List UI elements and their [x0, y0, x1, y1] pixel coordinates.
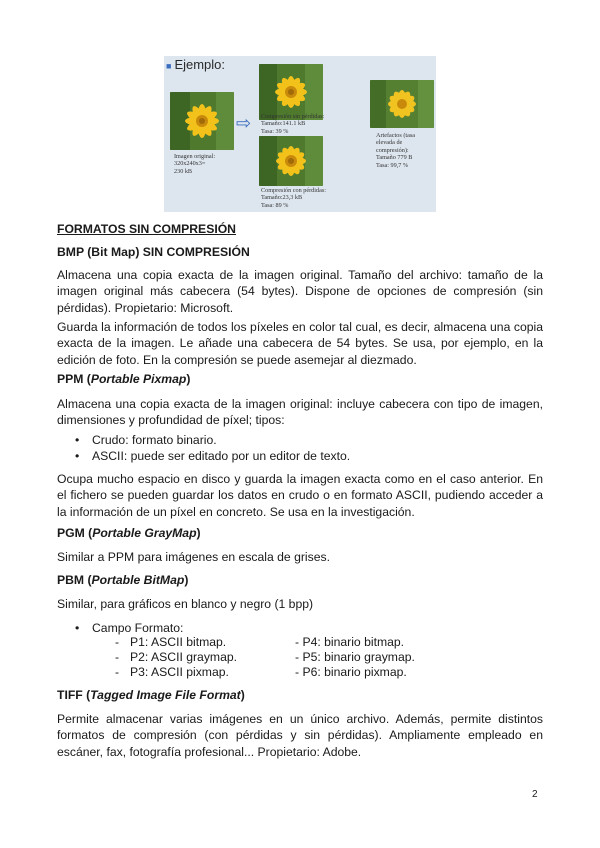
- artifacts-caption: [376, 132, 415, 169]
- pbm-formats-table: [57, 635, 543, 680]
- caption-line: Tasa: 99,7 %: [376, 161, 409, 169]
- caption-line: Tamaño:23,3 kB: [261, 194, 303, 202]
- format-left: P2: ASCII graymap.: [130, 650, 238, 664]
- lossy-caption: [261, 187, 326, 209]
- list-item: [57, 448, 543, 464]
- dash-marker: -: [115, 635, 120, 649]
- page-number: 2: [532, 789, 538, 800]
- ppm-heading-name: Portable Pixmap: [90, 372, 187, 386]
- tiff-heading-code: TIFF (: [57, 688, 91, 702]
- original-flower-image: [170, 92, 234, 150]
- bullet-icon: ■: [166, 60, 172, 71]
- figure-title-text: Ejemplo:: [174, 57, 226, 72]
- caption-line: 320x240x3=: [174, 160, 206, 168]
- pgm-heading-close: ): [196, 526, 201, 540]
- list-item: [57, 620, 543, 636]
- bmp-heading: BMP (Bit Map) SIN COMPRESIÓN: [57, 245, 250, 259]
- ppm-heading-close: ): [186, 372, 191, 386]
- list-item-text: Crudo: formato binario.: [92, 433, 217, 447]
- caption-line: Compresión sin pérdidas:: [261, 113, 325, 120]
- table-row: [57, 650, 543, 665]
- caption-line: Tasa: 89 %: [261, 201, 289, 209]
- caption-line: Imagen original:: [174, 153, 216, 160]
- format-left: P1: ASCII bitmap.: [130, 635, 227, 649]
- lossless-flower-image: [259, 64, 323, 120]
- pgm-paragraph: Similar a PPM para imágenes en escala de grises.: [57, 550, 330, 564]
- ppm-heading: [57, 371, 543, 387]
- section-title: FORMATOS SIN COMPRESIÓN: [57, 222, 236, 236]
- pbm-paragraph: Similar, para gráficos en blanco y negro (1 bpp): [57, 597, 314, 611]
- compression-example-figure: [164, 56, 436, 212]
- dash-marker: -: [115, 665, 120, 679]
- bullet-icon: •: [75, 449, 80, 464]
- arrow-right-icon: ⇨: [236, 113, 252, 133]
- pbm-heading: [57, 572, 543, 588]
- bullet-icon: •: [75, 621, 80, 635]
- artifacts-flower-image: [370, 80, 434, 128]
- table-row: [57, 665, 543, 680]
- dash-marker: -: [115, 650, 120, 664]
- tiff-heading-close: ): [240, 688, 245, 702]
- list-item: [57, 432, 543, 448]
- pgm-heading-name: Portable GrayMap: [92, 526, 197, 540]
- table-row: [57, 635, 543, 650]
- caption-line: 230 kB: [174, 167, 193, 175]
- ppm-paragraph-2: Ocupa mucho espacio en disco y guarda la imagen exacta como en el caso anterior. En el fichero se pueden guardar los datos en crudo o en formato ASCII, pudiendo acceder a la información de un píxel en concreto. Se usa en la investigación.: [57, 472, 543, 519]
- caption-line: Compresión con pérdidas:: [261, 187, 326, 194]
- pgm-heading: [57, 525, 543, 541]
- caption-line: Tamaño:141.1 kB: [261, 120, 306, 128]
- lossy-flower-image: [259, 136, 323, 186]
- caption-line: compresión):: [376, 146, 409, 154]
- tiff-paragraph: Permite almacenar varias imágenes en un único archivo. Además, permite distintos formatos de compresión (con pérdidas y sin pérdidas). Ampliamente empleado en escáner, fax, fotografía profesional... Propietario: Adobe.: [57, 712, 543, 759]
- caption-line: elevada de: [376, 139, 403, 147]
- bmp-paragraph-1: Almacena una copia exacta de la imagen original. Tamaño del archivo: tamaño de la imagen original más cabecera (54 bytes). Dispone de opciones de compresión (sin pérdidas). Propietario: Microsoft.: [57, 268, 543, 315]
- list-item-text: ASCII: puede ser editado por un editor de texto.: [92, 449, 351, 464]
- caption-line: Tamaño 779 B: [376, 154, 413, 162]
- list-item-text: Campo Formato:: [92, 621, 184, 635]
- bmp-paragraph-2: Guarda la información de todos los píxeles en color tal cual, es decir, almacena una copia exacta de la imagen. Le añade una cabecera de 54 bytes. Se usa, por ejemplo, en la edición de foto. En la compresión se puede asemejar al diezmado.: [57, 320, 543, 367]
- original-caption: [174, 153, 215, 175]
- tiff-heading: [57, 687, 543, 703]
- pbm-heading-code: PBM (: [57, 573, 92, 587]
- format-right: - P5: binario graymap.: [295, 650, 415, 664]
- pbm-field-list: [57, 620, 543, 636]
- format-right: - P4: binario bitmap.: [295, 635, 405, 649]
- tiff-heading-name: Tagged Image File Format: [90, 688, 241, 702]
- ppm-types-list: [57, 432, 543, 465]
- caption-line: Artefactos (tasa: [376, 132, 415, 139]
- figure-title: [166, 57, 225, 72]
- format-right: - P6: binario pixmap.: [295, 665, 407, 679]
- bullet-icon: •: [75, 433, 80, 447]
- pbm-heading-name: Portable BitMap: [91, 573, 185, 587]
- ppm-paragraph-1: Almacena una copia exacta de la imagen original: incluye cabecera con tipo de imagen, dimensiones y profundidad de píxel; tipos:: [57, 397, 543, 428]
- pgm-heading-code: PGM (: [57, 526, 93, 540]
- lossless-caption: [261, 113, 324, 135]
- ppm-heading-code: PPM (: [57, 372, 91, 386]
- caption-line: Tasa: 39 %: [261, 127, 289, 135]
- format-left: P3: ASCII pixmap.: [130, 665, 229, 679]
- pbm-heading-close: ): [184, 573, 189, 587]
